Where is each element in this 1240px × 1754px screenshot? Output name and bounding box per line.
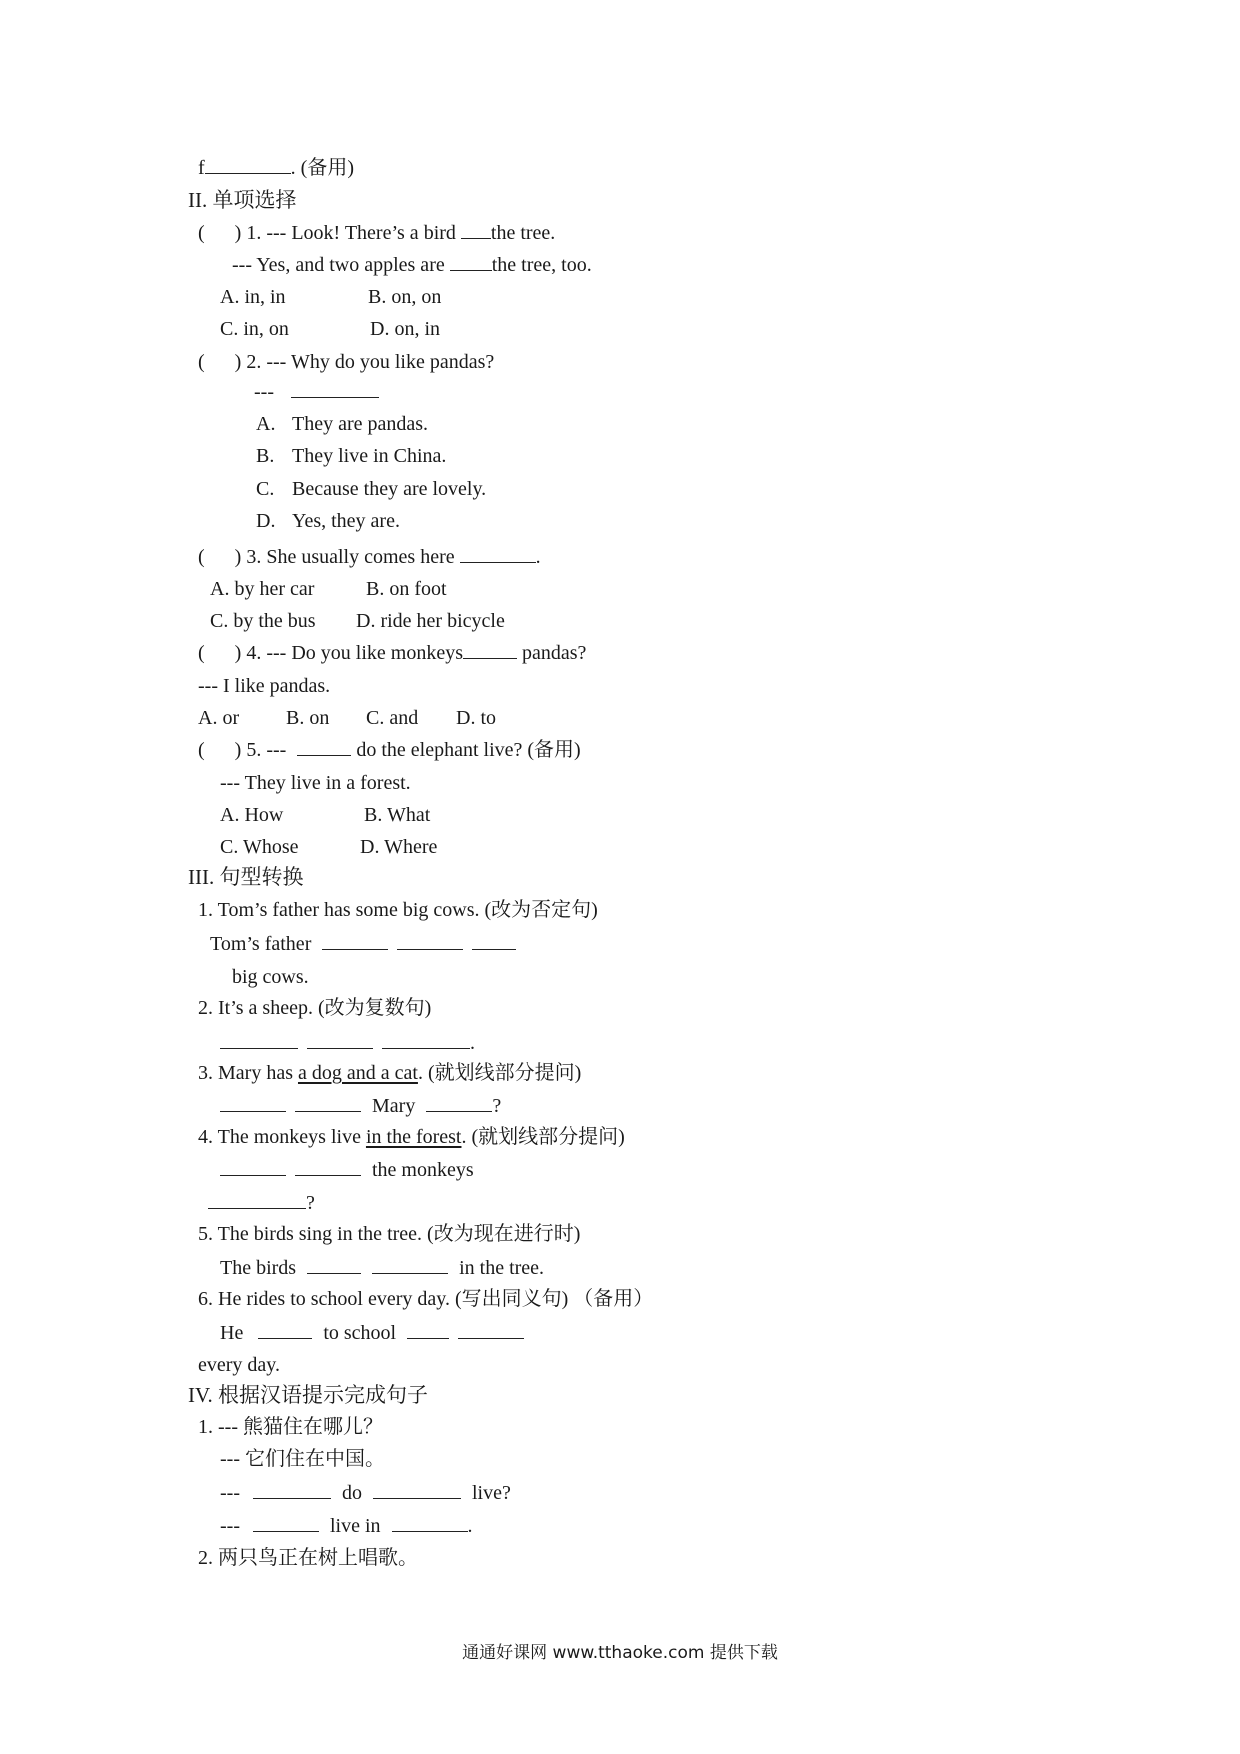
question-3: ( ) 3. She usually comes here . [198, 546, 541, 568]
question-3-options-row2: C. by the bus D. ride her bicycle [210, 610, 505, 632]
transform-2-question: 2. It’s a sheep. (改为复数句) [198, 997, 432, 1019]
transform-1-answer: Tom’s father [210, 931, 516, 957]
answer-blank [372, 1255, 448, 1274]
question-2: ( ) 2. --- Why do you like pandas? [198, 351, 495, 373]
section-title-sentence-transformation: III. 句型转换 [188, 865, 304, 889]
answer-blank [208, 1190, 306, 1209]
question-3-options-row1: A. by her car B. on foot [210, 578, 447, 600]
question-2-answer-line: --- [254, 379, 379, 405]
answer-blank [291, 379, 379, 398]
question-2-option-a: A. They are pandas. [256, 413, 429, 435]
question-2-option-b: B. They live in China. [256, 445, 447, 467]
complete-1-hint: --- 它们住在中国。 [220, 1448, 385, 1470]
answer-blank [295, 1157, 361, 1176]
answer-blank [397, 931, 463, 950]
transform-5-answer: The birds in the tree. [220, 1257, 545, 1279]
answer-blank [307, 1255, 361, 1274]
transform-4-answer: the monkeys [220, 1157, 474, 1183]
answer-blank [392, 1513, 468, 1532]
answer-blank [220, 1157, 286, 1176]
answer-blank [461, 220, 491, 239]
transform-6-answer-tail: every day. [198, 1354, 280, 1376]
answer-blank [407, 1320, 449, 1339]
question-1-options-row1: A. in, in B. on, on [220, 286, 442, 308]
transform-4-answer-tail: ? [208, 1190, 315, 1216]
complete-1-answer-line1: --- do live? [220, 1482, 511, 1504]
question-5: ( ) 5. --- do the elephant live? (备用) [198, 739, 581, 761]
transform-1-answer-tail: big cows. [232, 966, 309, 988]
answer-blank [295, 1093, 361, 1112]
answer-blank [205, 155, 291, 174]
question-5-options-row2: C. Whose D. Where [220, 836, 438, 858]
answer-blank [220, 1093, 286, 1112]
transform-6-answer: He to school [220, 1320, 524, 1346]
answer-blank [458, 1320, 524, 1339]
complete-2-question: 2. 两只鸟正在树上唱歌。 [198, 1547, 418, 1569]
question-4: ( ) 4. --- Do you like monkeys pandas? [198, 642, 587, 664]
transform-4-question: 4. The monkeys live in the forest. (就划线部分提问) [198, 1126, 625, 1148]
answer-blank [258, 1320, 312, 1339]
question-1: ( ) 1. --- Look! There’s a bird the tree. [198, 222, 556, 244]
answer-blank [322, 931, 388, 950]
transform-3-answer: Mary ? [220, 1093, 501, 1119]
answer-blank [253, 1513, 319, 1532]
question-1-options-row2: C. in, on D. on, in [220, 318, 440, 340]
question-4-options: A. or B. on C. and D. to [198, 707, 496, 729]
page-footer: 通通好课网 www.tthaoke.com 提供下载 [462, 1643, 778, 1663]
transform-2-answer: . [220, 1030, 475, 1056]
answer-blank [472, 931, 516, 950]
transform-3-question: 3. Mary has a dog and a cat. (就划线部分提问) [198, 1062, 582, 1084]
answer-blank [463, 640, 517, 659]
complete-1-question: 1. --- 熊猫住在哪儿？ [198, 1416, 383, 1438]
answer-blank [382, 1030, 470, 1049]
question-4-answer: --- I like pandas. [198, 675, 331, 697]
answer-blank [450, 252, 492, 271]
transform-1-question: 1. Tom’s father has some big cows. (改为否定句) [198, 899, 598, 921]
transform-6-question: 6. He rides to school every day. (写出同义句) （备用） [198, 1288, 654, 1310]
question-5-answer: --- They live in a forest. [220, 772, 411, 794]
section-title-multiple-choice: II. 单项选择 [188, 188, 297, 212]
question-2-option-c: C. Because they are lovely. [256, 478, 487, 500]
complete-1-answer-line2: --- live in . [220, 1515, 473, 1537]
answer-blank [307, 1030, 373, 1049]
question-5-options-row1: A. How B. What [220, 804, 431, 826]
question-1-reply: --- Yes, and two apples are the tree, too. [232, 254, 592, 276]
answer-blank [460, 544, 536, 563]
answer-blank [253, 1480, 331, 1499]
answer-blank [220, 1030, 298, 1049]
section-title-complete-sentences: IV. 根据汉语提示完成句子 [188, 1383, 428, 1407]
question-2-option-d: D. Yes, they are. [256, 510, 400, 532]
answer-blank [373, 1480, 461, 1499]
answer-blank [297, 737, 351, 756]
answer-blank [426, 1093, 492, 1112]
transform-5-question: 5. The birds sing in the tree. (改为现在进行时) [198, 1223, 581, 1245]
prev-question-tail: f . (备用) [198, 157, 354, 179]
